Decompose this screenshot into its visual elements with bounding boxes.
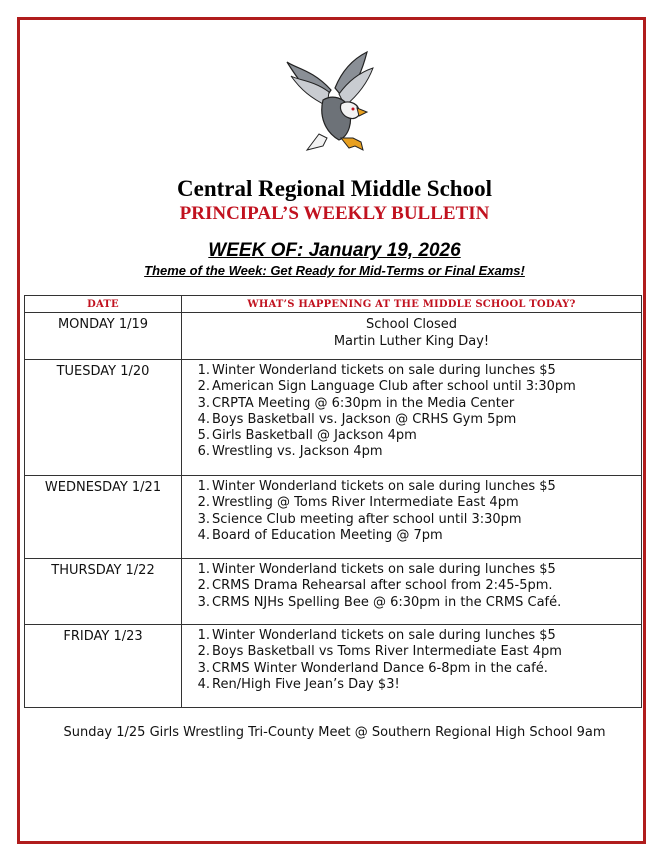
- date-column-header: DATE: [25, 296, 182, 313]
- bulletin-title: PRINCIPAL’S WEEKLY BULLETIN: [179, 203, 490, 224]
- list-item: 1. Winter Wonderland tickets on sale during lunches $5: [197, 628, 556, 643]
- list-item: 2. CRMS Drama Rehearsal after school from 2:45-5pm.: [197, 578, 553, 594]
- list-item: 5. Girls Basketball @ Jackson 4pm: [197, 428, 417, 444]
- list-item: 4. Board of Education Meeting @ 7pm: [197, 527, 443, 543]
- schedule-table: [24, 295, 642, 708]
- thursday-date: THURSDAY 1/22: [25, 559, 182, 625]
- list-item: 2. Wrestling @ Toms River Intermediate East 4pm: [197, 495, 519, 511]
- table-row-wednesday: [25, 476, 642, 559]
- monday-date: MONDAY 1/19: [25, 313, 182, 360]
- list-item: 2. Boys Basketball vs Toms River Intermediate East 4pm: [197, 644, 562, 660]
- eagle-mascot-icon: [283, 50, 383, 160]
- sunday-note: Sunday 1/25 Girls Wrestling Tri-County Meet @ Southern Regional High School 9am: [63, 725, 606, 740]
- happening-column-header: WHAT’S HAPPENING AT THE MIDDLE SCHOOL TODAY?: [182, 296, 642, 313]
- list-item: 1. Winter Wonderland tickets on sale during lunches $5: [197, 363, 556, 378]
- list-item: 4. Ren/High Five Jean’s Day $3!: [197, 676, 400, 692]
- wednesday-date: WEDNESDAY 1/21: [25, 476, 182, 559]
- list-item: 1. Winter Wonderland tickets on sale during lunches $5: [197, 562, 556, 577]
- list-item: 6. Wrestling vs. Jackson 4pm: [197, 444, 383, 460]
- list-item: 3. CRPTA Meeting @ 6:30pm in the Media Center: [197, 395, 515, 411]
- list-item: 3. Science Club meeting after school until 3:30pm: [197, 511, 522, 527]
- table-row-monday: [25, 313, 642, 360]
- wednesday-activities: [182, 476, 642, 559]
- table-row-thursday: [25, 559, 642, 625]
- list-item: 1. Winter Wonderland tickets on sale during lunches $5: [197, 479, 556, 494]
- tuesday-date: TUESDAY 1/20: [25, 360, 182, 476]
- friday-date: FRIDAY 1/23: [25, 625, 182, 708]
- monday-line-1: School Closed: [366, 317, 457, 332]
- table-row-friday: [25, 625, 642, 708]
- week-of-heading: WEEK OF: January 19, 2026: [208, 240, 461, 261]
- thursday-activities: [182, 559, 642, 625]
- list-item: 2. American Sign Language Club after school until 3:30pm: [197, 379, 576, 395]
- table-header-row: [25, 296, 642, 313]
- school-name: Central Regional Middle School: [177, 176, 492, 201]
- theme-of-week: Theme of the Week: Get Ready for Mid-Terms or Final Exams!: [144, 263, 525, 278]
- monday-line-2: Martin Luther King Day!: [333, 334, 490, 349]
- tuesday-activities: [182, 360, 642, 476]
- list-item: 3. CRMS Winter Wonderland Dance 6-8pm in the café.: [197, 660, 548, 676]
- friday-activities: [182, 625, 642, 708]
- list-item: 4. Boys Basketball vs. Jackson @ CRHS Gym 5pm: [197, 411, 517, 427]
- table-row-tuesday: [25, 360, 642, 476]
- list-item: 3. CRMS NJHs Spelling Bee @ 6:30pm in the CRMS Café.: [197, 594, 562, 610]
- monday-activities: [182, 313, 642, 360]
